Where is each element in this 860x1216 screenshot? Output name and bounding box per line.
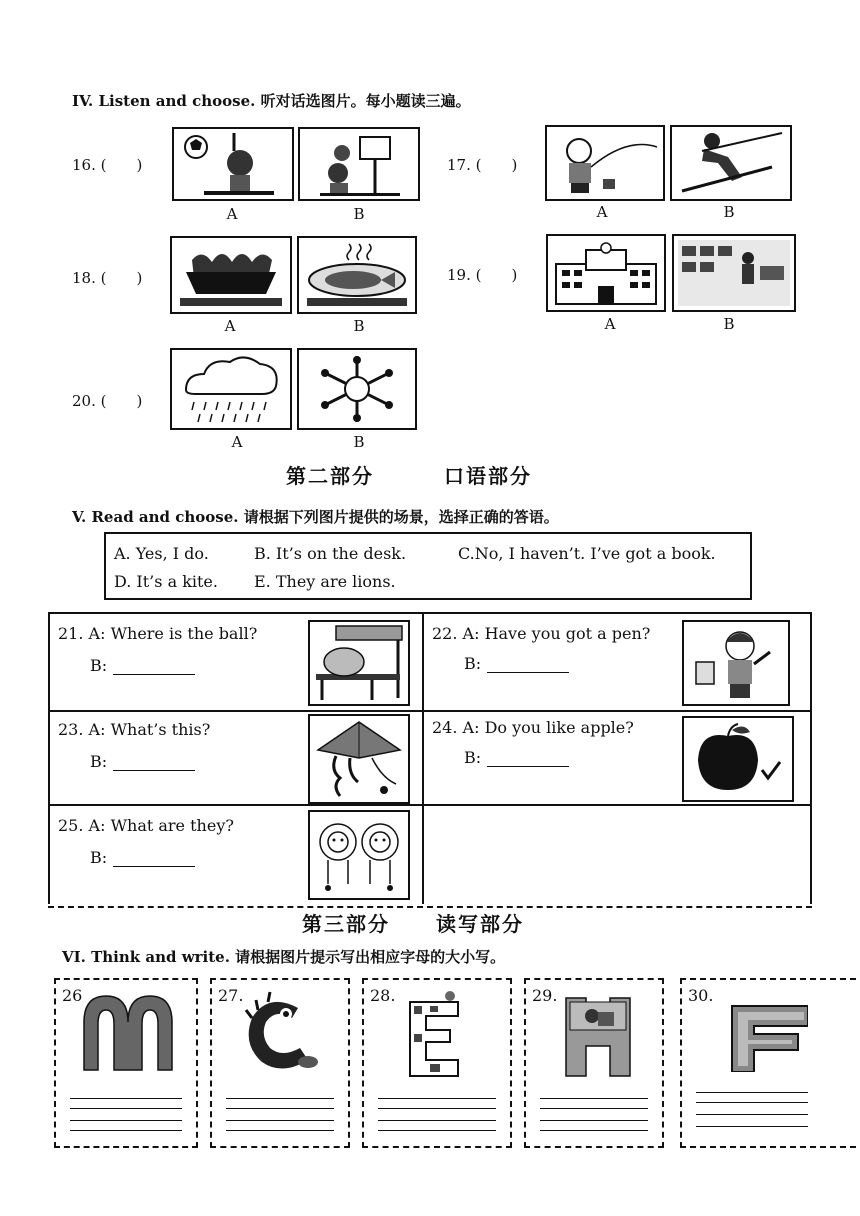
card-30-number: 30. [688, 986, 714, 1005]
answer-22-line[interactable]: B: [464, 654, 569, 673]
ball-under-chair-icon [308, 620, 410, 706]
fishing-boy-icon [545, 125, 665, 201]
card-30 [680, 978, 856, 1148]
writing-line[interactable] [226, 1108, 334, 1109]
q19-label-a: A [604, 315, 616, 333]
supermarket-icon [672, 234, 796, 312]
q19-label-b: B [723, 315, 735, 333]
letter-c-monster-icon [238, 988, 324, 1078]
q20-label-a: A [231, 433, 243, 451]
writing-line[interactable] [70, 1130, 182, 1131]
answer-21-line[interactable]: B: [90, 656, 195, 675]
option-d: D. It’s a kite. [114, 572, 218, 591]
question-23: 23. A: What’s this? [58, 720, 211, 739]
part-2-title: 第二部分 [286, 464, 374, 488]
answer-options-box [104, 532, 752, 600]
letter-h-picture-icon [562, 994, 634, 1078]
card-28 [362, 978, 512, 1148]
option-b: B. It’s on the desk. [254, 544, 407, 563]
writing-line[interactable] [696, 1126, 808, 1127]
answer-24-line[interactable]: B: [464, 748, 569, 767]
writing-line[interactable] [226, 1130, 334, 1131]
snowflake-icon [297, 348, 417, 430]
school-building-icon [546, 234, 666, 312]
question-24: 24. A: Do you like apple? [432, 718, 634, 737]
question-20-number: 20. ( ) [72, 392, 143, 410]
q17-label-a: A [596, 203, 608, 221]
part-2-subtitle: 口语部分 [444, 464, 532, 488]
writing-line[interactable] [378, 1130, 496, 1131]
option-e: E. They are lions. [254, 572, 396, 591]
card-27-number: 27. [218, 986, 244, 1005]
letter-m-icon [78, 992, 178, 1072]
card-28-number: 28. [370, 986, 396, 1005]
writing-line[interactable] [540, 1130, 648, 1131]
question-25: 25. A: What are they? [58, 816, 234, 835]
option-c: C.No, I haven’t. I’ve got a book. [458, 544, 716, 563]
rain-cloud-icon [170, 348, 292, 430]
question-16-number: 16. ( ) [72, 156, 143, 174]
writing-line[interactable] [378, 1098, 496, 1099]
letter-e-building-icon [404, 988, 464, 1078]
writing-line[interactable] [696, 1092, 808, 1093]
q16-label-b: B [353, 205, 365, 223]
letter-f-icon [728, 1002, 808, 1072]
basketball-shooting-icon [298, 127, 420, 201]
writing-line[interactable] [540, 1120, 648, 1121]
fish-plate-icon [297, 236, 417, 314]
option-a: A. Yes, I do. [114, 544, 209, 563]
writing-line[interactable] [226, 1098, 334, 1099]
two-lions-icon [308, 810, 410, 900]
writing-line[interactable] [696, 1102, 808, 1103]
section-5-title: V. Read and choose. 请根据下列图片提供的场景，选择正确的答语。 [72, 508, 559, 526]
card-29 [524, 978, 664, 1148]
skiing-icon [670, 125, 792, 201]
question-18-number: 18. ( ) [72, 269, 143, 287]
writing-line[interactable] [226, 1120, 334, 1121]
writing-line[interactable] [540, 1098, 648, 1099]
writing-line[interactable] [378, 1108, 496, 1109]
section-4-title: IV. Listen and choose. 听对话选图片。每小题读三遍。 [72, 92, 471, 110]
question-19-number: 19. ( ) [447, 266, 518, 284]
question-22: 22. A: Have you got a pen? [432, 624, 651, 643]
card-26-number: 26 [62, 986, 83, 1005]
question-21: 21. A: Where is the ball? [58, 624, 258, 643]
part-3-subtitle: 读写部分 [436, 912, 524, 936]
writing-line[interactable] [70, 1108, 182, 1109]
card-29-number: 29. [532, 986, 558, 1005]
writing-line[interactable] [696, 1114, 808, 1115]
section-6-title: VI. Think and write. 请根据图片提示写出相应字母的大小写。 [62, 948, 506, 966]
card-26 [54, 978, 198, 1148]
writing-line[interactable] [70, 1120, 182, 1121]
q18-label-b: B [353, 317, 365, 335]
writing-line[interactable] [540, 1108, 648, 1109]
card-27 [210, 978, 350, 1148]
writing-line[interactable] [378, 1120, 496, 1121]
dialogue-grid [48, 612, 812, 908]
writing-line[interactable] [70, 1098, 182, 1099]
soccer-heading-icon [172, 127, 294, 201]
boy-with-book-icon [682, 620, 790, 706]
answer-25-line[interactable]: B: [90, 848, 195, 867]
answer-23-line[interactable]: B: [90, 752, 195, 771]
q20-label-b: B [353, 433, 365, 451]
apple-check-icon [682, 716, 794, 802]
q18-label-a: A [224, 317, 236, 335]
kite-icon [308, 714, 410, 804]
question-17-number: 17. ( ) [447, 156, 518, 174]
q17-label-b: B [723, 203, 735, 221]
part-3-title: 第三部分 [302, 912, 390, 936]
q16-label-a: A [226, 205, 238, 223]
bowl-of-fish-icon [170, 236, 292, 314]
